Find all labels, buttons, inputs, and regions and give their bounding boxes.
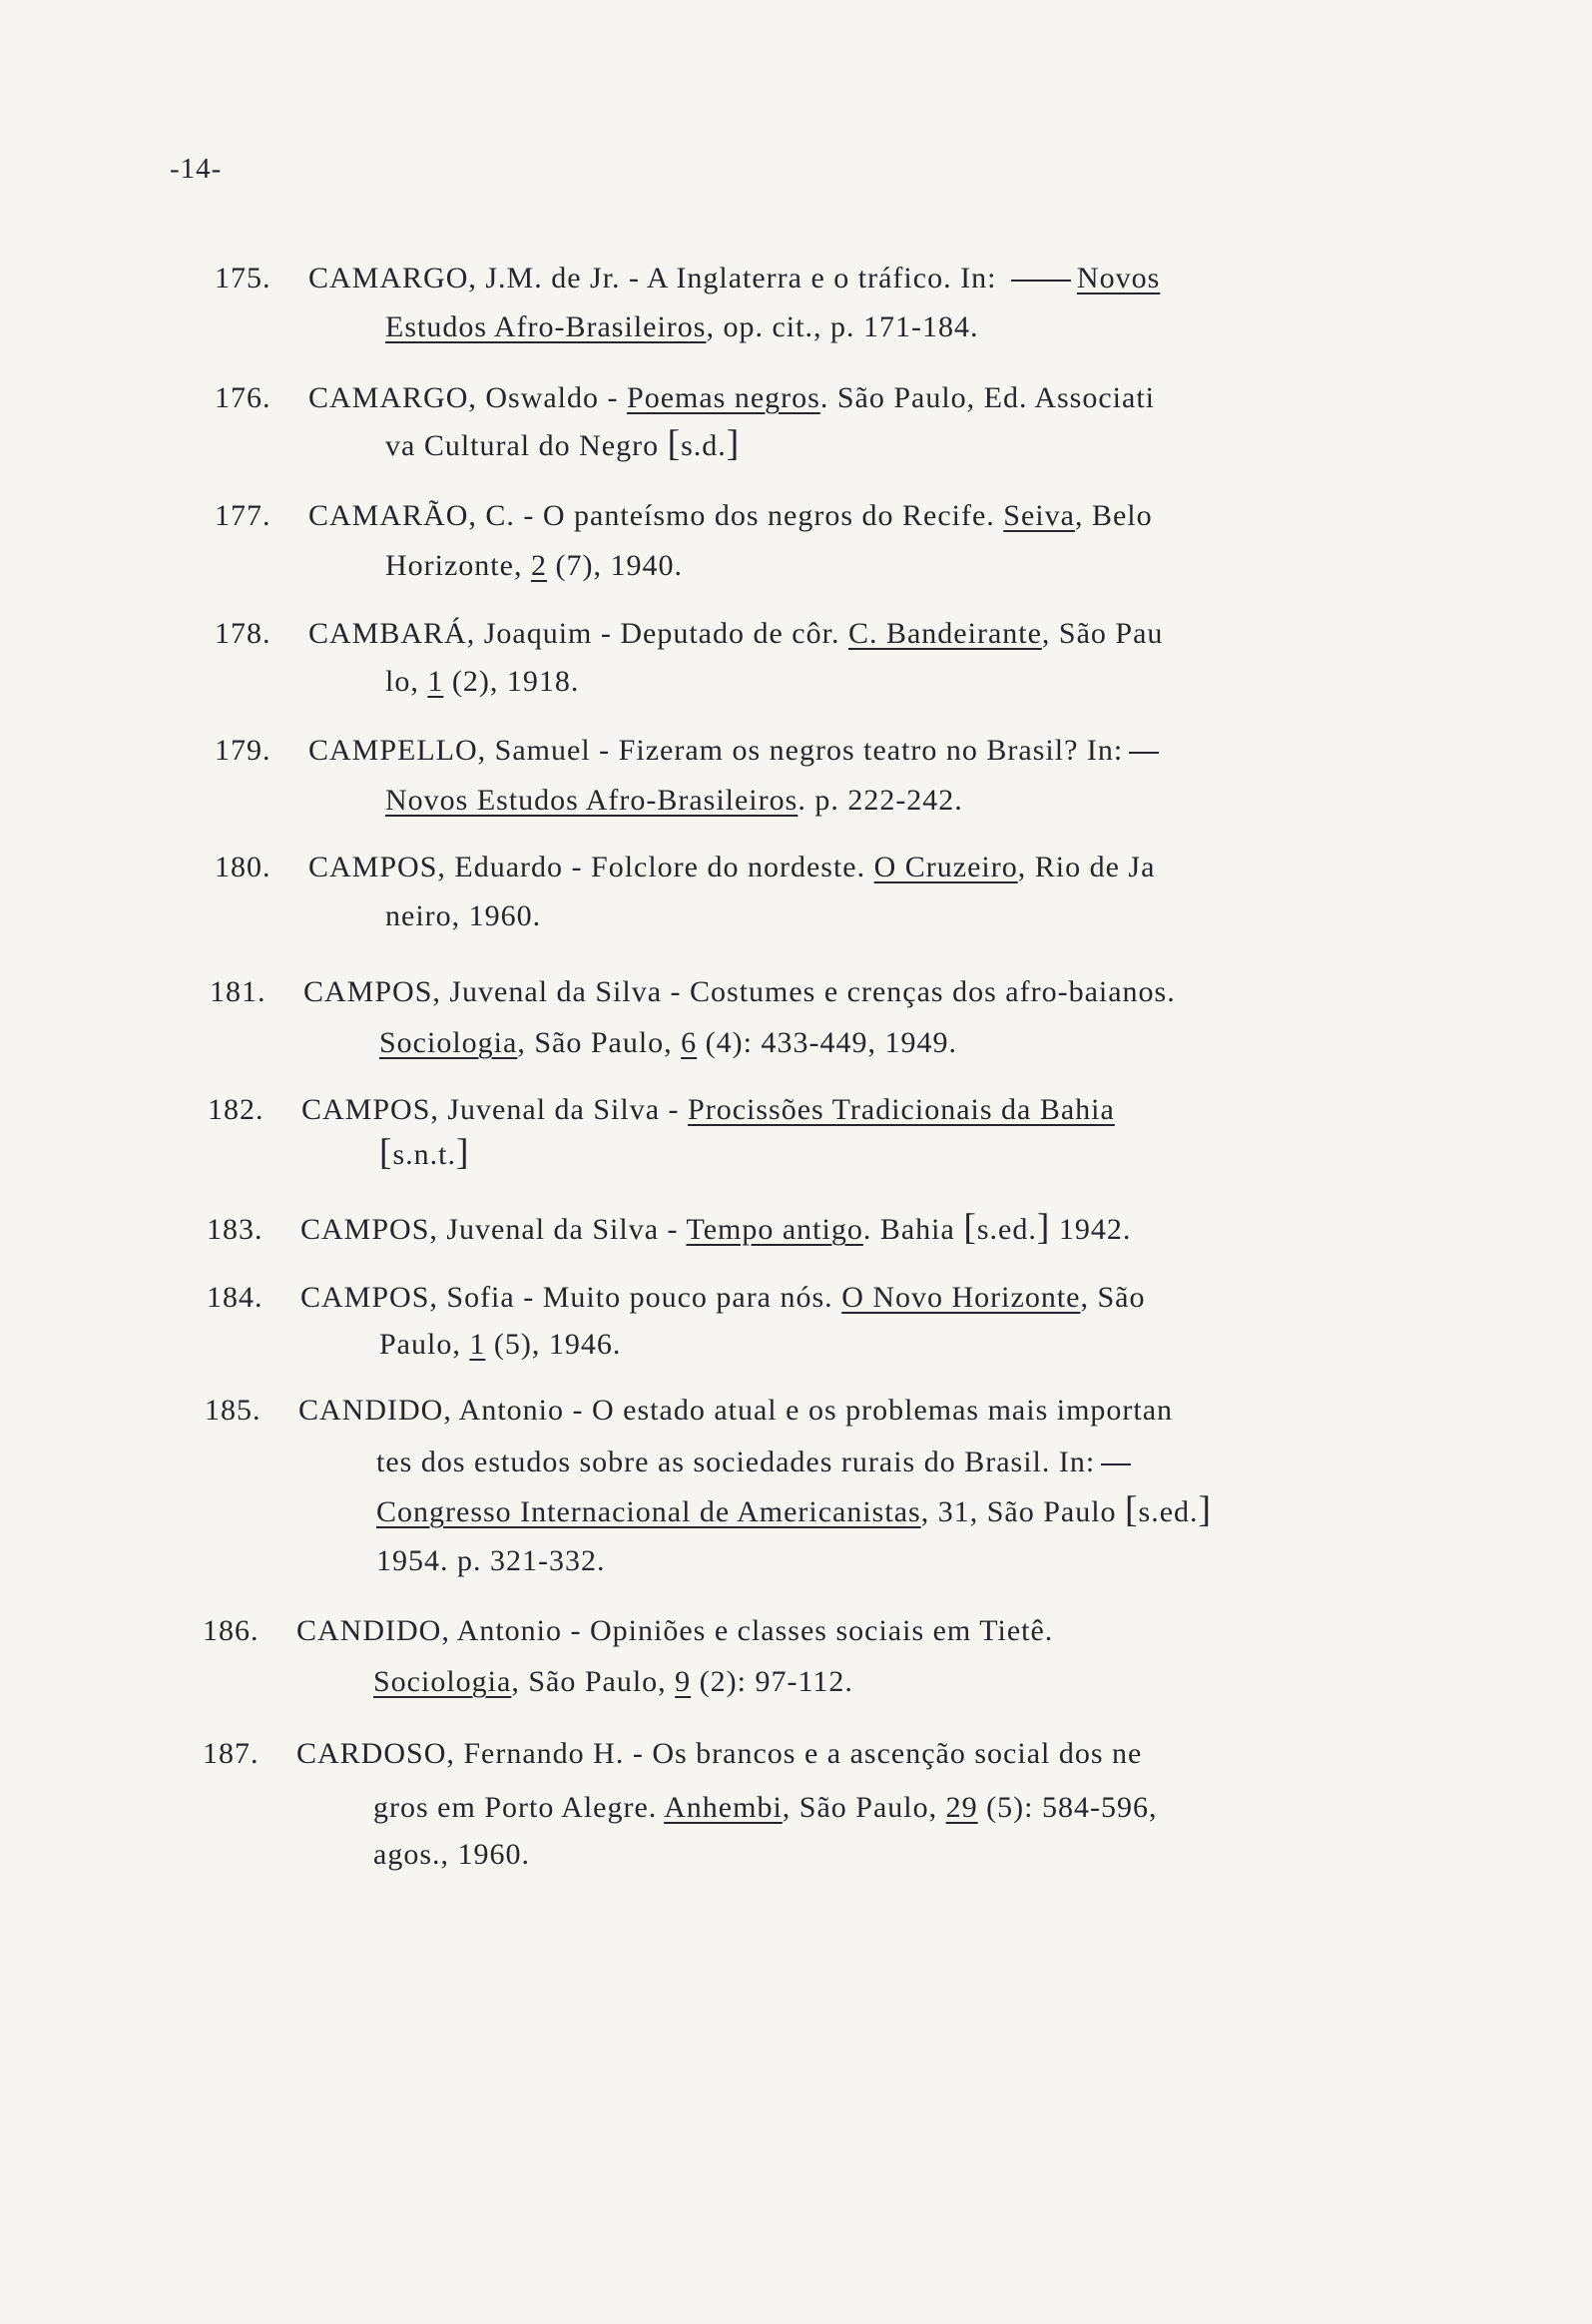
entry-title: Folclore do nordeste. (591, 851, 874, 883)
entry-volume: 1 (469, 1328, 486, 1361)
ditto-dash (1011, 280, 1071, 282)
entry-title: Opiniões e classes sociais em Tietê. (590, 1614, 1054, 1647)
entry-line: neiro, 1960. (385, 899, 542, 932)
entry-number: 184. (207, 1281, 264, 1314)
entry-line: 185. CANDIDO, Antonio - O estado atual e os problemas mais importan (205, 1394, 1174, 1427)
entry-author: CARDOSO, Fernando H. (296, 1737, 625, 1770)
bracket-note: s.n.t. (392, 1138, 457, 1171)
entry-title: Poemas negros (627, 381, 820, 414)
entry-author: CANDIDO, Antonio (298, 1394, 565, 1427)
entry-line: 186. CANDIDO, Antonio - Opiniões e classes sociais em Tietê. (203, 1614, 1054, 1647)
entry-journal: Seiva (1003, 499, 1075, 532)
entry-title: Costumes e crenças dos afro-baianos. (690, 975, 1176, 1008)
entry-journal: Sociologia (373, 1665, 512, 1698)
entry-line: lo, 1 (2), 1918. (385, 665, 580, 698)
entry-number: 180. (215, 851, 271, 883)
entry-journal: Sociologia (379, 1026, 518, 1059)
ditto-dash (1129, 752, 1159, 754)
ditto-dash (1101, 1463, 1131, 1465)
entry-title: Deputado de côr. (620, 617, 848, 650)
entry-author: CAMARÃO, C. (308, 499, 515, 532)
entry-line: 182. CAMPOS, Juvenal da Silva - Procissões Tradicionais da Bahia (208, 1093, 1115, 1126)
entry-number: 187. (203, 1737, 260, 1770)
entry-line: 1954. p. 321-332. (376, 1544, 606, 1577)
entry-author: CAMBARÁ, Joaquim (308, 617, 593, 650)
entry-author: CAMPOS, Juvenal da Silva (301, 1093, 661, 1126)
entry-line: 184. CAMPOS, Sofia - Muito pouco para nós. O Novo Horizonte, São (207, 1281, 1146, 1314)
entry-work: Novos Estudos Afro-Brasileiros (385, 784, 798, 817)
entry-line: Estudos Afro-Brasileiros, op. cit., p. 171-184. (385, 310, 979, 343)
entry-line: Paulo, 1 (5), 1946. (379, 1328, 622, 1361)
entry-line: 181. CAMPOS, Juvenal da Silva - Costumes e crenças dos afro-baianos. (210, 975, 1176, 1008)
entry-number: 177. (215, 499, 271, 532)
entry-line: 176. CAMARGO, Oswaldo - Poemas negros. São Paulo, Ed. Associati (215, 381, 1155, 414)
entry-journal: Anhembi (664, 1791, 783, 1824)
entry-line: 183. CAMPOS, Juvenal da Silva - Tempo antigo. Bahia [s.ed.] 1942. (207, 1207, 1132, 1248)
entry-work: Novos (1076, 262, 1161, 294)
entry-title: Muito pouco para nós. (542, 1281, 842, 1314)
entry-number: 176. (215, 381, 271, 414)
entry-volume: 29 (945, 1791, 978, 1824)
entry-line: 178. CAMBARÁ, Joaquim - Deputado de côr. C. Bandeirante, São Pau (215, 617, 1164, 650)
entry-journal: C. Bandeirante (847, 617, 1042, 650)
entry-title: O estado atual e os problemas mais importan (592, 1394, 1174, 1427)
entry-number: 183. (207, 1213, 264, 1246)
entry-line: Sociologia, São Paulo, 9 (2): 97-112. (373, 1665, 853, 1698)
entry-volume: 9 (675, 1665, 692, 1698)
entry-journal: O Novo Horizonte (841, 1281, 1081, 1314)
entry-author: CAMARGO, Oswaldo (308, 381, 600, 414)
entry-line: Horizonte, 2 (7), 1940. (385, 549, 683, 582)
entry-author: CAMPOS, Juvenal da Silva (300, 1213, 660, 1246)
page-number: -14- (170, 153, 223, 185)
entry-author: CAMARGO, J.M. de Jr. (308, 262, 621, 294)
entry-volume: 1 (427, 665, 444, 698)
entry-author: CANDIDO, Antonio (296, 1614, 563, 1647)
bracket-note: s.d. (681, 429, 727, 462)
entry-line: [s.n.t.] (379, 1132, 470, 1173)
entry-work: Estudos Afro-Brasileiros (385, 310, 707, 343)
entry-title: Fizeram os negros teatro no Brasil? (618, 734, 1079, 767)
entry-line: 179. CAMPELLO, Samuel - Fizeram os negros teatro no Brasil? In: (215, 734, 1165, 768)
entry-number: 181. (210, 975, 266, 1008)
entry-author: CAMPOS, Juvenal da Silva (303, 975, 663, 1008)
entry-line: va Cultural do Negro [s.d.] (385, 423, 741, 464)
entry-line: 175. CAMARGO, J.M. de Jr. - A Inglaterra e o tráfico. In: Novos (215, 262, 1161, 294)
entry-work: Congresso Internacional de Americanistas (376, 1495, 921, 1528)
entry-number: 182. (208, 1093, 265, 1126)
entry-author: CAMPOS, Sofia (300, 1281, 515, 1314)
entry-title: Procissões Tradicionais da Bahia (688, 1093, 1115, 1126)
entry-line: agos., 1960. (373, 1838, 530, 1871)
entry-line: gros em Porto Alegre. Anhembi, São Paulo, 29 (5): 584-596, (373, 1791, 1158, 1824)
entry-number: 175. (215, 262, 271, 294)
entry-title: gros em Porto Alegre. (373, 1791, 665, 1824)
entry-number: 179. (215, 734, 271, 767)
entry-author: CAMPELLO, Samuel (308, 734, 591, 767)
entry-title: Tempo antigo (686, 1213, 863, 1246)
entry-line: Congresso Internacional de Americanistas, 31, São Paulo [s.ed.] (376, 1489, 1213, 1530)
entry-line: Sociologia, São Paulo, 6 (4): 433-449, 1949. (379, 1026, 957, 1059)
bracket-note: s.ed. (1138, 1495, 1199, 1528)
entry-journal: O Cruzeiro (873, 851, 1018, 883)
entry-title: tes dos estudos sobre as sociedades rurais do Brasil. (376, 1446, 1051, 1478)
entry-number: 178. (215, 617, 271, 650)
entry-line: 187. CARDOSO, Fernando H. - Os brancos e a ascenção social dos ne (203, 1737, 1143, 1770)
entry-volume: 2 (530, 549, 547, 582)
entry-title: Os brancos e a ascenção social dos ne (652, 1737, 1143, 1770)
entry-line: tes dos estudos sobre as sociedades rurais do Brasil. In: (376, 1446, 1137, 1479)
bracket-note: s.ed. (976, 1213, 1037, 1246)
entry-author: CAMPOS, Eduardo (308, 851, 564, 883)
entry-title: O panteísmo dos negros do Recife. (542, 499, 1004, 532)
entry-number: 186. (203, 1614, 260, 1647)
entry-volume: 6 (681, 1026, 698, 1059)
entry-number: 185. (205, 1394, 262, 1427)
entry-line: Novos Estudos Afro-Brasileiros. p. 222-242. (385, 784, 963, 817)
entry-line: 180. CAMPOS, Eduardo - Folclore do nordeste. O Cruzeiro, Rio de Ja (215, 851, 1156, 883)
entry-line: 177. CAMARÃO, C. - O panteísmo dos negros do Recife. Seiva, Belo (215, 499, 1153, 532)
entry-title: A Inglaterra e o tráfico. (646, 262, 952, 294)
